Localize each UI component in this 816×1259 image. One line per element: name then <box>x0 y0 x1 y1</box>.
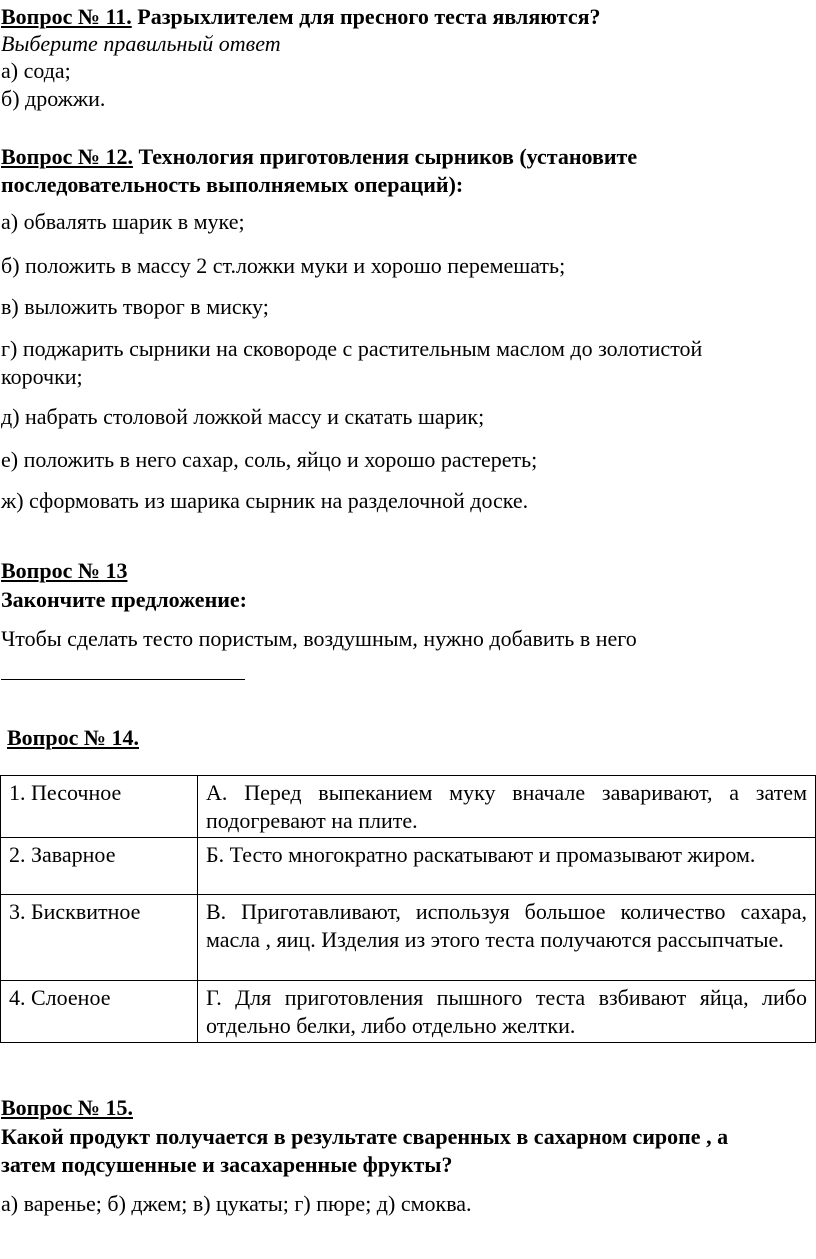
q12-option-e: д) набрать столовой ложкой массу и скатать шарик; <box>1 404 485 429</box>
dough-type-cell: 1. Песочное <box>1 776 198 838</box>
description-cell: Г. Для приготовления пышного теста взбивают яйца, либо отдельно белки, либо отдельно желтки. <box>198 981 816 1043</box>
dough-type-cell: 4. Слоеное <box>1 981 198 1043</box>
q11-heading <box>1 4 601 30</box>
q12-option-a: а) обвалять шарик в муке; <box>1 209 245 234</box>
q12-heading <box>1 144 637 170</box>
q11-option-b: б) дрожжи. <box>1 86 106 111</box>
table-row <box>1 838 816 895</box>
q12-label: Вопрос № 12. <box>1 144 133 169</box>
table-row <box>1 981 816 1043</box>
q13-instruction: Закончите предложение: <box>1 587 248 612</box>
description-cell: В. Приготавливают, используя большое количество сахара, масла , яиц. Изделия из этого теста получаются рассыпчатые. <box>198 895 816 981</box>
q13-answer-blank <box>1 679 245 680</box>
q12-option-f: е) положить в него сахар, соль, яйцо и хорошо растереть; <box>1 447 538 472</box>
q15-title-line1: Какой продукт получается в результате сваренных в сахарном сиропе , а <box>1 1124 729 1149</box>
q11-option-a: а) сода; <box>1 58 71 83</box>
q12-title-line1: Технология приготовления сырников (установите <box>132 144 638 169</box>
q14-matching-table <box>0 775 816 1043</box>
q12-option-b: б) положить в массу 2 ст.ложки муки и хорошо перемешать; <box>1 253 566 278</box>
q11-label: Вопрос № 11. <box>1 4 132 29</box>
q14-label: Вопрос № 14. <box>7 725 139 750</box>
q12-option-d-cont: корочки; <box>1 364 83 389</box>
q13-label: Вопрос № 13 <box>1 558 128 583</box>
q12-option-d: г) поджарить сырники на сковороде с растительным маслом до золотистой <box>1 336 703 361</box>
q12-title-line2: последовательность выполняемых операций): <box>1 172 464 197</box>
dough-type-cell: 2. Заварное <box>1 838 198 895</box>
dough-type-cell: 3. Бисквитное <box>1 895 198 981</box>
q12-option-g: ж) сформовать из шарика сырник на разделочной доске. <box>1 488 529 513</box>
q15-answers: а) варенье; б) джем; в) цукаты; г) пюре; д) смоква. <box>1 1191 472 1216</box>
table-row <box>1 776 816 838</box>
q11-title: Разрыхлителем для пресного теста являются? <box>131 4 601 29</box>
q15-title-line2: затем подсушенные и засахаренные фрукты? <box>1 1152 453 1177</box>
description-cell: Б. Тесто многократно раскатывают и промазывают жиром. <box>198 838 816 895</box>
description-cell: А. Перед выпеканием муку вначале заваривают, а затем подогревают на плите. <box>198 776 816 838</box>
q15-label: Вопрос № 15. <box>1 1095 133 1120</box>
table-row <box>1 895 816 981</box>
q12-option-c: в) выложить творог в миску; <box>1 294 269 319</box>
q11-hint: Выберите правильный ответ <box>1 31 281 56</box>
q13-sentence: Чтобы сделать тесто пористым, воздушным, нужно добавить в него <box>1 626 637 651</box>
